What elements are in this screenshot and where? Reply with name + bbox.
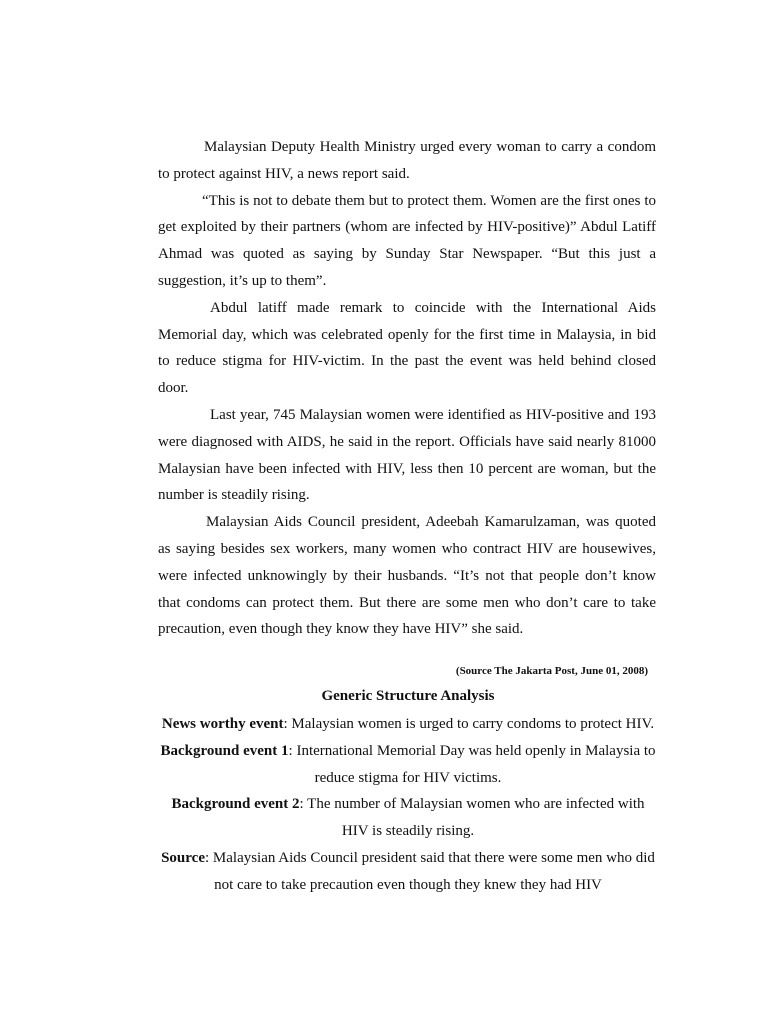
article-paragraph-5: Malaysian Aids Council president, Adeebah Kamarulzaman, was quoted as saying besides sex workers, many women who contract HIV are housewives, were infected unknowingly by their husbands. “It’s not that people don’t know that condoms can protect them. But there are some men who don’t care to take precaution, even though they know they have HIV” she said. (158, 514, 656, 638)
analysis-item-source (158, 845, 658, 899)
analysis-label: Background event 1 (160, 742, 289, 759)
analysis-label: Background event 2 (171, 796, 300, 813)
analysis-text: : Malaysian women is urged to carry condoms to protect HIV. (283, 716, 655, 732)
analysis-section (158, 711, 658, 899)
analysis-label: News worthy event (161, 716, 284, 732)
analysis-text: : International Memorial Day was held openly in Malaysia to reduce stigma for HIV victims. (288, 742, 656, 786)
article-paragraph-2: “This is not to debate them but to protect them. Women are the first ones to get exploited by their partners (whom are infected by HIV-positive)” Abdul Latiff Ahmad was quoted as saying by Sunday Star Newspaper. “But this just a suggestion, it’s up to them”. (158, 192, 656, 289)
article-paragraph-3: Abdul latiff made remark to coincide with the International Aids Memorial day, which was celebrated openly for the first time in Malaysia, in bid to reduce stigma for HIV-victim. In the past the event was held behind closed door. (158, 299, 656, 397)
analysis-title: Generic Structure Analysis (321, 688, 495, 704)
analysis-item-news-worthy-event (158, 711, 658, 738)
analysis-text: : Malaysian Aids Council president said that there were some men who did not care to take precaution even though they knew they had HIV (204, 849, 655, 893)
analysis-text: : The number of Malaysian women who are infected with HIV is steadily rising. (299, 796, 645, 840)
analysis-label: Source (161, 849, 205, 866)
analysis-item-background-event-1 (158, 738, 658, 792)
article-body (158, 134, 656, 643)
analysis-item-background-event-2 (158, 791, 658, 845)
source-citation: (Source The Jakarta Post, June 01, 2008) (455, 665, 648, 677)
article-paragraph-4: Last year, 745 Malaysian women were identified as HIV-positive and 193 were diagnosed with AIDS, he said in the report. Officials have said nearly 81000 Malaysian have been infected with HIV, less then 10 percent are woman, but the number is steadily rising. (158, 406, 656, 504)
article-paragraph-1: Malaysian Deputy Health Ministry urged every woman to carry a condom to protect against HIV, a news report said. (158, 139, 656, 182)
